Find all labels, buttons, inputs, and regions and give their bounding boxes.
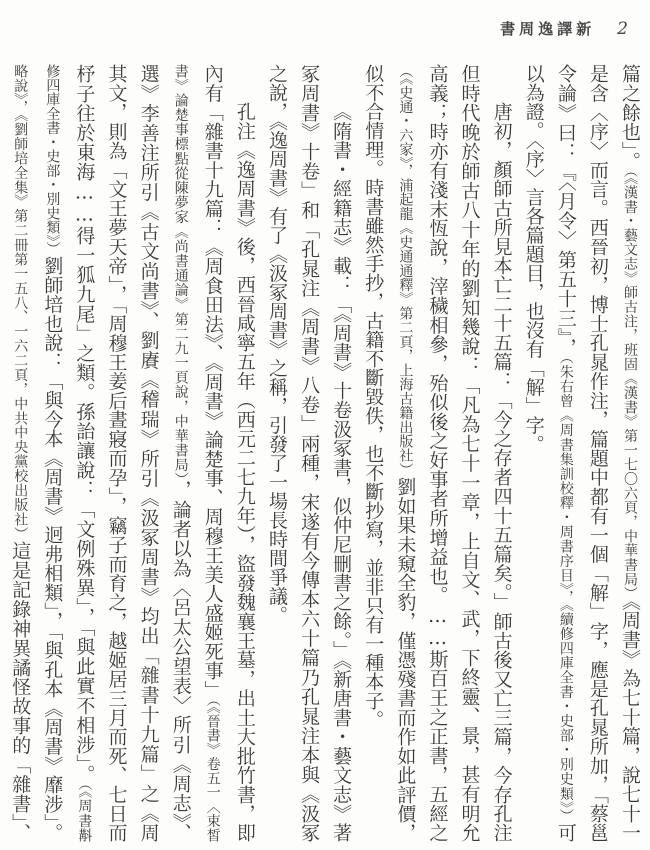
citation-note: （朱右曾《周書集訓校釋・周書序目》，《續修四庫全書・史部・別史類》） (557, 357, 574, 824)
body-text: 是含〈序〉而言。西晉初，博士孔晁作注，篇題中都有一個「解」字，應是孔晁所加，「蔡邕 (586, 64, 609, 842)
body-text: 唐初，顏師古所見本亡二十五篇：「今之存者四十五篇矣。」師古後又亡三篇，今存孔注 (490, 102, 513, 842)
text-column (518, 64, 550, 842)
body-text: ，論者以為〈呂太公望表〉所引《周志》、 (169, 479, 192, 842)
body-text: 之說，《逸周書》有了《汲冢周書》之稱，引發了一場長時間爭議。 (265, 64, 288, 625)
text-column (4, 64, 36, 842)
page-number: 2 (617, 18, 628, 39)
text-column (453, 64, 485, 842)
citation-note: （《漢書・藝文志》師古注，班固《漢書》第一七〇六頁，中華書局） (622, 170, 638, 601)
text-column (197, 64, 229, 842)
body-text: 以為證。〈序〉言各篇題目，也沒有「解」字。 (522, 64, 545, 454)
page-header (500, 18, 628, 39)
text-column (550, 64, 582, 842)
text-column (133, 64, 165, 842)
body-text: 《隋書・經籍志》載：「《周書》十卷汲冢書，似仲尼刪書之餘。」《新唐書・藝文志》著 (330, 102, 353, 842)
body-text: 篇之餘也」。 (619, 64, 641, 171)
body-text: 杼子往於東海……得一狐九尾」之類。孫詒讓說：「文例殊異」，「與此實不相涉」。 (73, 64, 96, 784)
text-column (36, 64, 68, 842)
text-column (100, 64, 132, 842)
citation-note: （《史通・六家》，浦起龍《史通通釋》第二頁，上海古籍出版社） (397, 64, 414, 477)
body-text: 可 (554, 823, 577, 842)
text-column (293, 64, 325, 842)
text-column (165, 64, 197, 842)
body-text: 孔注《逸周書》後，西晉咸寧五年（西元二七九年），盜發魏襄王墓，出土大批竹書，即 (233, 102, 256, 842)
body-text: 似不合情理。時書雖然手抄，古籍不斷毀佚，也不斷抄寫，並非只有一種本子。 (362, 64, 385, 729)
vertical-text-body (4, 64, 646, 842)
text-column (68, 64, 100, 842)
text-column (421, 64, 453, 842)
body-text: 劉師培也說：「與今本《周書》迥弗相類」，「與孔本《周書》靡涉」。 (41, 255, 64, 842)
citation-note: （《周書斠 (76, 783, 93, 842)
body-text: 令論》曰：『〈月令〉第五十三』， (554, 64, 577, 358)
text-column (357, 64, 389, 842)
text-column (229, 64, 261, 842)
citation-note: 略說》，《劉師培全集》第二冊第一五八、一六二頁，中共中央黨校出版社） (12, 64, 29, 541)
body-text: 選》李善注所引《古文尚書》、劉賡《稽瑞》所引《汲冢周書》均出「雜書十九篇」之《周 (137, 64, 160, 842)
text-column (486, 64, 518, 842)
body-text: 其文，則為「文王夢天帝」，「周穆王姜后晝寢而孕」，竊子而育之，越姬居三月而死、七日而 (105, 64, 128, 842)
body-text: 冢周書》十卷」和「孔晁注《周書》八卷」兩種，宋遂有今傳本六十篇乃孔晁注本與《汲冢 (298, 64, 321, 842)
body-text: 高義；時亦有淺末恆說，滓穢相參，殆似後之好事者所增益也。……斯百王之正書，五經之 (426, 64, 449, 842)
body-text: 但時代晚於師古八十年的劉知幾說：「凡為七十一章，上自文、武，下終靈、景，甚有明允 (458, 64, 481, 842)
body-text: 《周書》為七十篇，說七十一 (619, 600, 641, 842)
text-column (261, 64, 293, 842)
text-column (389, 64, 421, 842)
body-text: 內有「雜書十九篇：《周食田法》、《周書》論楚事、周穆王美人盛姬死事」 (201, 64, 224, 700)
citation-note: 書》論楚事標點從陳夢家《尚書通論》第二九一頁說，中華書局） (172, 64, 189, 480)
citation-note: 修四庫全書・史部・別史類》） (44, 64, 61, 256)
text-column (582, 64, 614, 842)
text-column (614, 64, 646, 842)
citation-note: （《晉書》卷五一〈束皙 (204, 699, 221, 842)
running-title: 書周逸譯新 (500, 20, 596, 38)
body-text: 這是記錄神異譎怪故事的「雜書」、 (9, 540, 32, 842)
body-text: 劉如果未窺全豹，僅憑殘書而作如此評價， (394, 476, 417, 842)
text-column (325, 64, 357, 842)
